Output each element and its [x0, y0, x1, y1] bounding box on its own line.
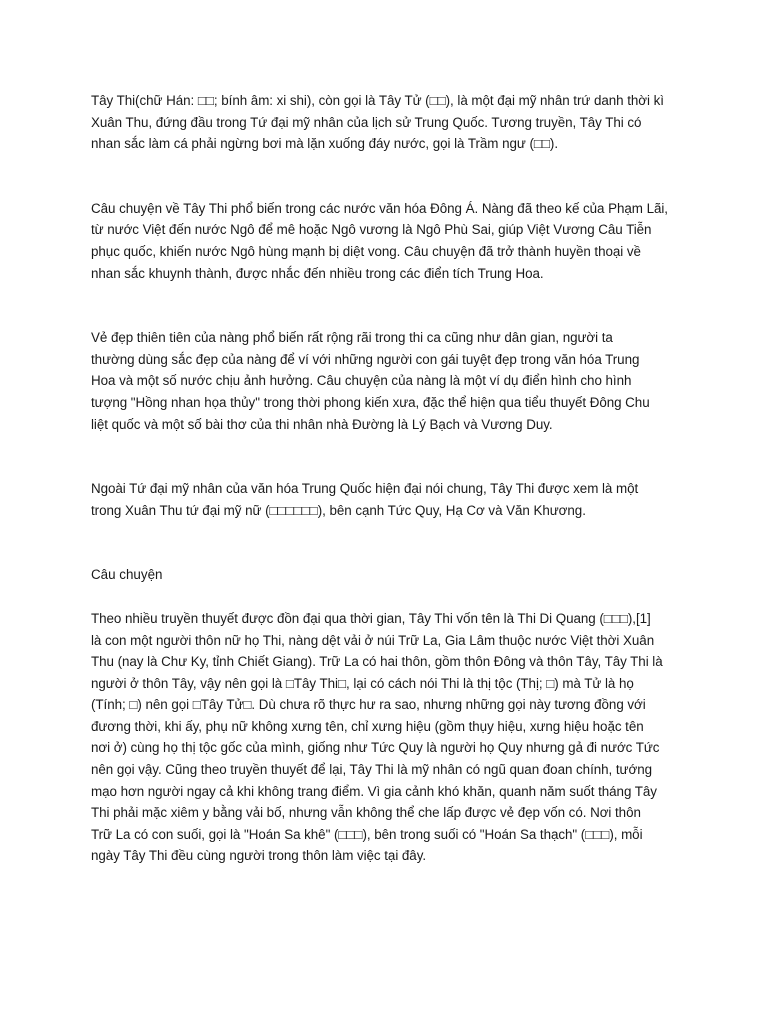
- heading-spacer: [91, 586, 691, 608]
- beauties-paragraph: Ngoài Tứ đại mỹ nhân của văn hóa Trung Quốc hiện đại nói chung, Tây Thi được xem là một trong Xuân Thu tứ đại mỹ nữ (□□□□□□), bên cạnh Tức Quy, Hạ Cơ và Văn Khương.: [91, 481, 639, 518]
- section-heading: Câu chuyện: [91, 567, 163, 583]
- document-page: [91, 90, 691, 867]
- paragraph-spacer: [91, 155, 691, 198]
- paragraph-spacer: [91, 284, 691, 327]
- history-paragraph: Câu chuyện về Tây Thi phổ biến trong các nước văn hóa Đông Á. Nàng đã theo kế của Phạm Lãi, từ nước Việt đến nước Ngô để mê hoặc Ngô vương là Ngô Phù Sai, giúp Việt Vương Câu Tiễn phục quốc, khiến nước Ngô hùng mạnh bị diệt vong. Câu chuyện đã trở thành huyền thoại về nhan sắc khuynh thành, được nhắc đến nhiều trong các điển tích Trung Hoa.: [91, 200, 668, 281]
- intro-paragraph: Tây Thi(chữ Hán: □□; bính âm: xi shi), còn gọi là Tây Tử (□□), là một đại mỹ nhân trứ danh thời kì Xuân Thu, đứng đầu trong Tứ đại mỹ nhân của lịch sử Trung Quốc. Tương truyền, Tây Thi có nhan sắc làm cá phải ngừng bơi mà lặn xuống đáy nước, gọi là Trầm ngư (□□).: [91, 93, 664, 152]
- beauty-paragraph: Vẻ đẹp thiên tiên của nàng phổ biến rất rộng rãi trong thi ca cũng như dân gian, người ta thường dùng sắc đẹp của nàng để ví với những người con gái tuyệt đẹp trong văn hóa Trung Hoa và một số nước chịu ảnh hưởng. Câu chuyện của nàng là một ví dụ điển hình cho hình tượng "Hồng nhan họa thủy" trong thời phong kiến xưa, đặc thể hiện qua tiểu thuyết Đông Chu liệt quốc và một số bài thơ của thi nhân nhà Đường là Lý Bạch và Vương Duy.: [91, 330, 650, 432]
- story-paragraph: Theo nhiều truyền thuyết được đồn đại qua thời gian, Tây Thi vốn tên là Thi Di Quang (□□□),[1] là con một người thôn nữ họ Thi, nàng dệt vải ở núi Trữ La, Gia Lâm thuộc nước Việt thời Xuân Thu (nay là Chư Ky, tỉnh Chiết Giang). Trữ La có hai thôn, gồm thôn Đông và thôn Tây, Tây Thi là người ở thôn Tây, vậy nên gọi là □Tây Thi□, lại có cách nói Thi là thị tộc (Thị; □) mà Tử là họ (Tính; □) nên gọi □Tây Tử□. Dù chưa rõ thực hư ra sao, nhưng những gọi này tương đồng với đương thời, khi ấy, phụ nữ không xưng tên, chỉ xưng hiệu (gồm thụy hiệu, xưng hiệu hoặc tên nơi ở) cùng họ thị tộc gốc của mình, giống như Tức Quy là người họ Quy nhưng gả đi nước Tức nên gọi vậy. Cũng theo truyền thuyết để lại, Tây Thi là mỹ nhân có ngũ quan đoan chính, tướng mạo hơn người ngay cả khi không trang điểm. Vì gia cảnh khó khăn, quanh năm suốt tháng Tây Thi phải mặc xiêm y bằng vải bố, nhưng vẫn không thể che lấp được vẻ đẹp vốn có. Nơi thôn Trữ La có con suối, gọi là "Hoán Sa khê" (□□□), bên trong suối có "Hoán Sa thạch" (□□□), mỗi ngày Tây Thi đều cùng người trong thôn làm việc tại đây.: [91, 610, 663, 864]
- paragraph-spacer: [91, 521, 691, 564]
- paragraph-spacer: [91, 435, 691, 478]
